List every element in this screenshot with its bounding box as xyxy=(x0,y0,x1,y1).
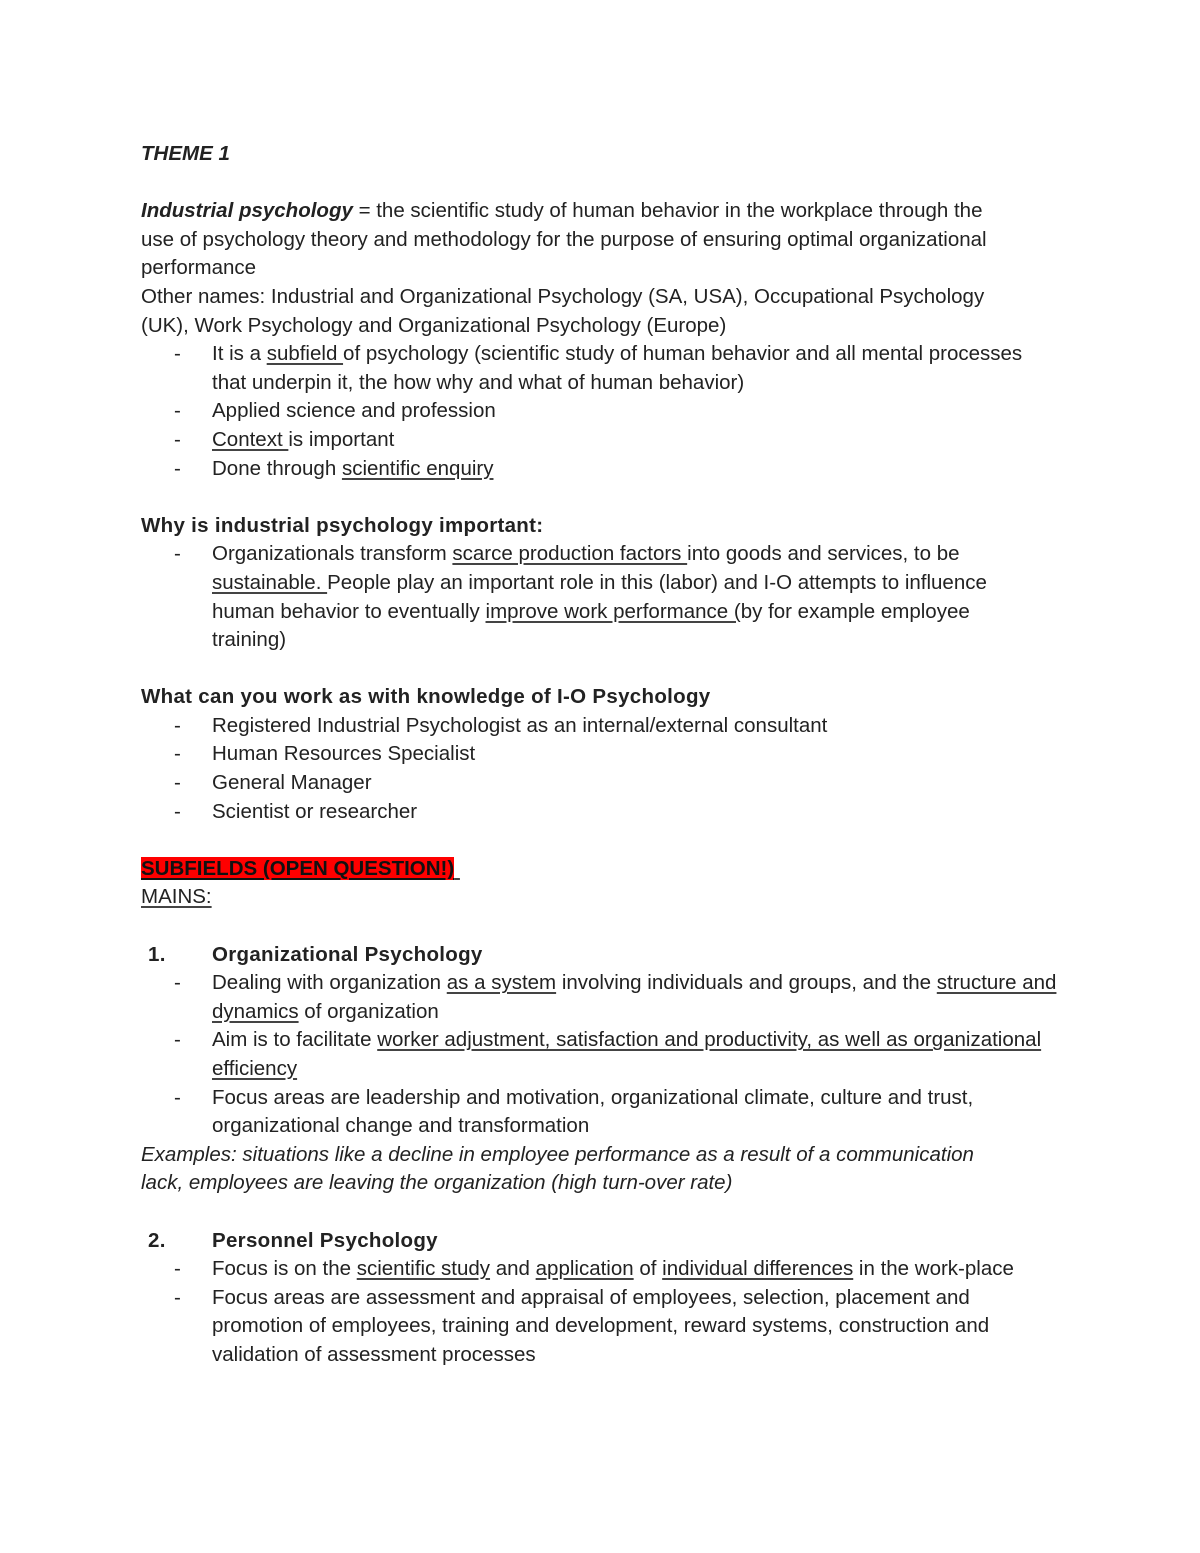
numbered-heading: 1. Organizational Psychology xyxy=(148,942,483,966)
careers-bullet-list xyxy=(141,712,1071,826)
personnel-psych-bullet-list xyxy=(141,1255,1071,1369)
list-item: - Organizationals transform scarce production factors into goods and services, to be sustainable. People play an important role in this (labor) and I-O attempts to influence human behavior to eventually improve work performance (by for example employee training) xyxy=(174,542,987,652)
subfields-heading-line xyxy=(141,855,1071,884)
intro-term: Industrial psychology xyxy=(141,199,353,223)
other-names-line-1: Other names: Industrial and Organizational Psychology (SA, USA), Occupational Psychology xyxy=(141,284,985,308)
examples-line-1: Examples: situations like a decline in employee performance as a result of a communication xyxy=(141,1142,974,1166)
numbered-heading: 2. Personnel Psychology xyxy=(148,1228,438,1252)
list-item: - Dealing with organization as a system involving individuals and groups, and the structure and dynamics of organization xyxy=(174,971,1057,1023)
theme-title: THEME 1 xyxy=(141,142,230,165)
list-item: - Registered Industrial Psychologist as an internal/external consultant xyxy=(174,713,828,737)
org-psych-title: Organizational Psychology xyxy=(212,942,483,966)
subfields-heading: SUBFIELDS (OPEN QUESTION!) xyxy=(141,856,455,880)
intro-definition-line-2: use of psychology theory and methodology for the purpose of ensuring optimal organizational xyxy=(141,227,987,251)
mains-label: MAINS: xyxy=(141,885,212,909)
org-psych-bullet-list xyxy=(141,969,1071,1141)
document-content xyxy=(141,140,1071,1370)
examples-line-2: lack, employees are leaving the organization (high turn-over rate) xyxy=(141,1171,733,1195)
list-item: - Human Resources Specialist xyxy=(174,742,476,766)
other-names-line-2: (UK), Work Psychology and Organizational Psychology (Europe) xyxy=(141,313,727,337)
list-item: - Focus areas are assessment and appraisal of employees, selection, placement and promotion of employees, training and development, reward systems, construction and validation of assessment processes xyxy=(174,1285,990,1366)
list-item: - Aim is to facilitate worker adjustment, satisfaction and productivity, as well as organizational efficiency xyxy=(174,1028,1042,1080)
why-bullet-list xyxy=(141,540,1071,654)
list-item: - Done through scientific enquiry xyxy=(174,456,494,480)
intro-definition-line-1: Industrial psychology = the scientific study of human behavior in the workplace through the xyxy=(141,199,983,223)
list-item: - It is a subfield of psychology (scientific study of human behavior and all mental processes that underpin it, the how why and what of human behavior) xyxy=(174,342,1023,394)
why-heading: Why is industrial psychology important: xyxy=(141,513,544,537)
personnel-psych-title: Personnel Psychology xyxy=(212,1228,438,1252)
list-item: - Focus areas are leadership and motivation, organizational climate, culture and trust, organizational change and transformation xyxy=(174,1085,974,1138)
list-item: - General Manager xyxy=(174,771,372,795)
list-item: - Context is important xyxy=(174,427,395,451)
careers-heading: What can you work as with knowledge of I-O Psychology xyxy=(141,685,711,709)
list-item: - Scientist or researcher xyxy=(174,799,418,823)
list-item: - Focus is on the scientific study and application of individual differences in the work-place xyxy=(174,1257,1014,1281)
intro-bullet-list xyxy=(141,340,1071,483)
list-item: - Applied science and profession xyxy=(174,399,496,423)
intro-definition-line-3: performance xyxy=(141,256,257,280)
